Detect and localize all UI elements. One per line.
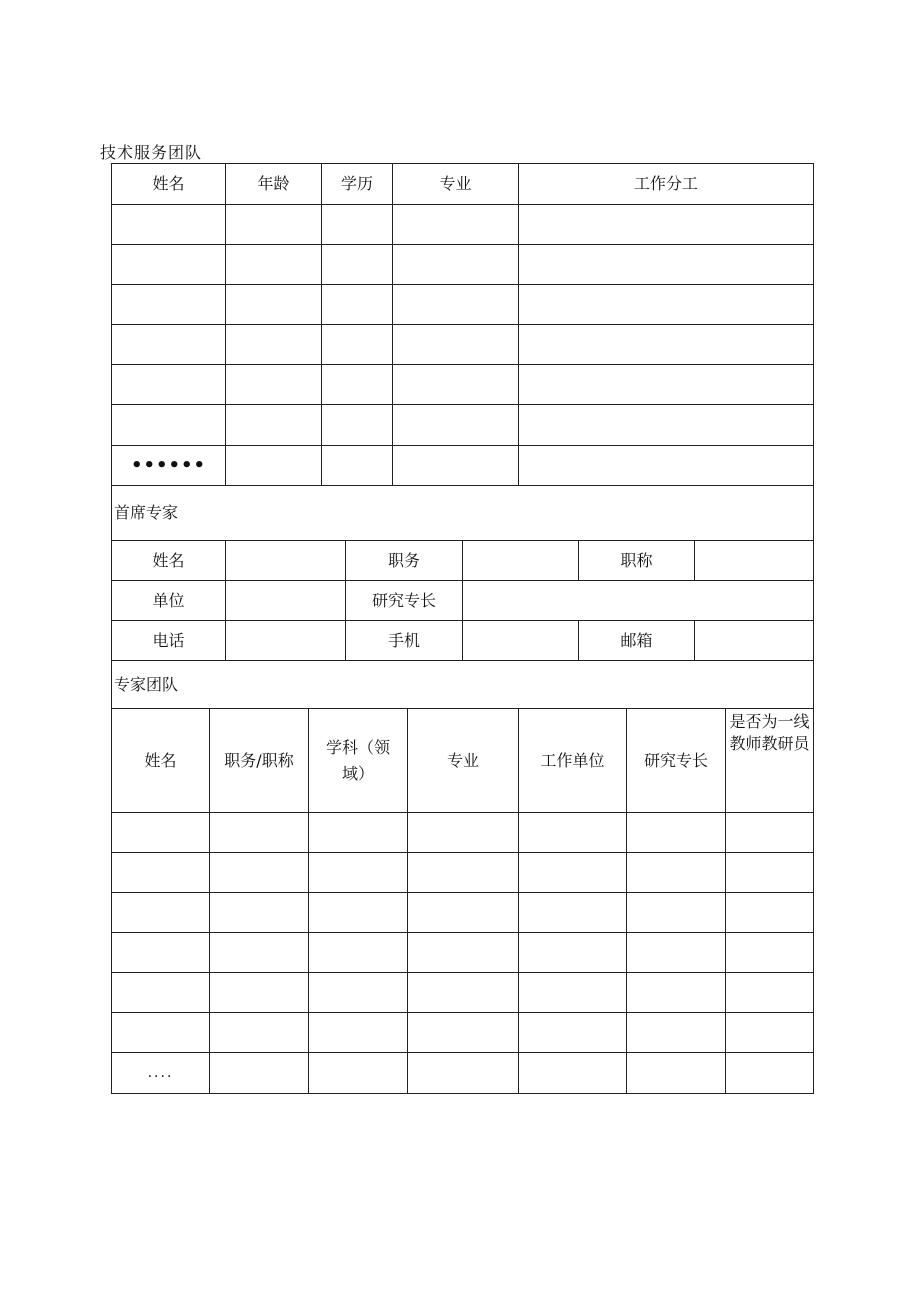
cell[interactable] xyxy=(726,1053,814,1094)
table-row xyxy=(112,285,814,325)
cell[interactable] xyxy=(393,205,519,245)
cell[interactable] xyxy=(519,285,814,325)
cell[interactable] xyxy=(322,446,393,486)
cell[interactable] xyxy=(519,893,627,933)
header-age: 年龄 xyxy=(226,164,322,205)
cell[interactable] xyxy=(393,365,519,405)
cell[interactable] xyxy=(226,365,322,405)
cell[interactable] xyxy=(408,853,519,893)
cell[interactable] xyxy=(112,853,210,893)
header-work-unit: 工作单位 xyxy=(519,709,627,813)
table-row xyxy=(112,893,814,933)
header-major: 专业 xyxy=(408,709,519,813)
cell[interactable] xyxy=(393,325,519,365)
cell[interactable] xyxy=(210,1013,309,1053)
table-row xyxy=(112,1053,814,1094)
ellipsis-cell: •••••• xyxy=(112,446,226,486)
chief-expert-title: 首席专家 xyxy=(112,486,814,541)
tech-team-header-row xyxy=(112,164,814,205)
cell[interactable] xyxy=(726,813,814,853)
cell[interactable] xyxy=(726,1013,814,1053)
cell[interactable] xyxy=(210,1053,309,1094)
cell[interactable] xyxy=(210,933,309,973)
table-row xyxy=(112,973,814,1013)
cell[interactable] xyxy=(210,973,309,1013)
table-row xyxy=(112,245,814,285)
cell[interactable] xyxy=(519,1013,627,1053)
cell[interactable] xyxy=(322,285,393,325)
header-research-specialty: 研究专长 xyxy=(627,709,726,813)
header-position-title: 职务/职称 xyxy=(210,709,309,813)
cell[interactable] xyxy=(519,813,627,853)
expert-team-title: 专家团队 xyxy=(112,661,814,709)
cell[interactable] xyxy=(627,893,726,933)
cell[interactable] xyxy=(408,893,519,933)
tech-team-table xyxy=(111,163,814,486)
header-work-division: 工作分工 xyxy=(519,164,814,205)
cell[interactable] xyxy=(519,973,627,1013)
cell[interactable] xyxy=(393,405,519,446)
cell[interactable] xyxy=(226,405,322,446)
header-education: 学历 xyxy=(322,164,393,205)
cell[interactable] xyxy=(408,1053,519,1094)
cell[interactable] xyxy=(627,1013,726,1053)
cell[interactable] xyxy=(309,1053,408,1094)
table-row xyxy=(112,405,814,446)
cell[interactable] xyxy=(226,325,322,365)
label-phone: 电话 xyxy=(112,621,226,661)
value-position[interactable] xyxy=(463,541,579,581)
cell[interactable] xyxy=(226,205,322,245)
table-row xyxy=(112,205,814,245)
table-row xyxy=(112,813,814,853)
cell[interactable] xyxy=(322,405,393,446)
cell[interactable] xyxy=(519,205,814,245)
label-title: 职称 xyxy=(579,541,695,581)
label-position: 职务 xyxy=(346,541,463,581)
table-row xyxy=(112,446,814,486)
table-row xyxy=(112,933,814,973)
label-research-specialty: 研究专长 xyxy=(346,581,463,621)
table-row xyxy=(112,1013,814,1053)
cell[interactable] xyxy=(309,933,408,973)
cell[interactable] xyxy=(726,853,814,893)
cell[interactable] xyxy=(112,813,210,853)
cell[interactable] xyxy=(519,933,627,973)
cell[interactable] xyxy=(519,405,814,446)
cell[interactable] xyxy=(393,285,519,325)
cell[interactable] xyxy=(627,933,726,973)
cell[interactable] xyxy=(112,1013,210,1053)
cell[interactable] xyxy=(309,973,408,1013)
chief-expert-table xyxy=(111,485,814,661)
table-row xyxy=(112,365,814,405)
cell[interactable] xyxy=(322,205,393,245)
page-title: 技术服务团队 xyxy=(100,143,203,162)
cell[interactable] xyxy=(408,933,519,973)
cell[interactable] xyxy=(112,325,226,365)
chief-expert-row-1 xyxy=(112,541,814,581)
cell[interactable] xyxy=(627,853,726,893)
header-name: 姓名 xyxy=(112,164,226,205)
cell[interactable] xyxy=(112,365,226,405)
cell[interactable] xyxy=(726,893,814,933)
chief-expert-section-row xyxy=(112,486,814,541)
cell[interactable] xyxy=(309,813,408,853)
cell[interactable] xyxy=(309,853,408,893)
value-title[interactable] xyxy=(695,541,814,581)
cell[interactable] xyxy=(519,853,627,893)
value-research-specialty[interactable] xyxy=(463,581,814,621)
cell[interactable] xyxy=(627,1053,726,1094)
cell[interactable] xyxy=(726,933,814,973)
cell[interactable] xyxy=(112,933,210,973)
cell[interactable] xyxy=(112,405,226,446)
cell[interactable] xyxy=(112,285,226,325)
cell[interactable] xyxy=(210,853,309,893)
cell[interactable] xyxy=(322,365,393,405)
header-name: 姓名 xyxy=(112,709,210,813)
value-unit[interactable] xyxy=(226,581,346,621)
cell[interactable] xyxy=(408,813,519,853)
cell[interactable] xyxy=(226,285,322,325)
cell[interactable] xyxy=(112,893,210,933)
cell[interactable] xyxy=(112,205,226,245)
value-mobile[interactable] xyxy=(463,621,579,661)
table-row xyxy=(112,325,814,365)
value-phone[interactable] xyxy=(226,621,346,661)
cell[interactable] xyxy=(393,446,519,486)
label-email: 邮箱 xyxy=(579,621,695,661)
cell[interactable] xyxy=(309,893,408,933)
value-name[interactable] xyxy=(226,541,346,581)
cell[interactable] xyxy=(210,893,309,933)
expert-team-section-row xyxy=(112,661,814,709)
cell[interactable] xyxy=(226,446,322,486)
cell[interactable] xyxy=(519,365,814,405)
cell[interactable] xyxy=(726,973,814,1013)
table-row xyxy=(112,853,814,893)
cell[interactable] xyxy=(519,446,814,486)
cell[interactable] xyxy=(112,245,226,285)
label-name: 姓名 xyxy=(112,541,226,581)
cell[interactable] xyxy=(210,813,309,853)
label-mobile: 手机 xyxy=(346,621,463,661)
cell[interactable] xyxy=(322,325,393,365)
chief-expert-row-3 xyxy=(112,621,814,661)
label-unit: 单位 xyxy=(112,581,226,621)
cell[interactable] xyxy=(408,973,519,1013)
cell[interactable] xyxy=(627,813,726,853)
header-major: 专业 xyxy=(393,164,519,205)
value-email[interactable] xyxy=(695,621,814,661)
cell[interactable] xyxy=(309,1013,408,1053)
cell[interactable] xyxy=(112,973,210,1013)
cell[interactable] xyxy=(519,245,814,285)
cell[interactable] xyxy=(627,973,726,1013)
cell[interactable] xyxy=(322,245,393,285)
cell[interactable] xyxy=(226,245,322,285)
cell[interactable] xyxy=(393,245,519,285)
chief-expert-row-2 xyxy=(112,581,814,621)
expert-team-header-row xyxy=(112,709,814,813)
expert-team-table xyxy=(111,660,814,1094)
cell[interactable] xyxy=(408,1013,519,1053)
header-discipline: 学科（领域） xyxy=(309,709,408,813)
cell[interactable] xyxy=(519,1053,627,1094)
ellipsis-cell: .... xyxy=(112,1053,210,1094)
header-frontline-teacher: 是否为一线教师教研员 xyxy=(726,709,814,813)
cell[interactable] xyxy=(519,325,814,365)
